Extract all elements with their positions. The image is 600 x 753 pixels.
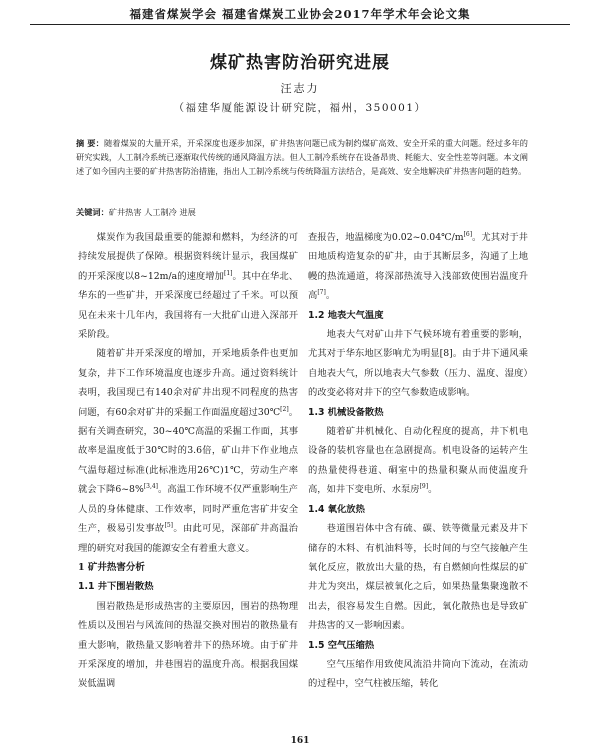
paragraph: 煤炭作为我国最重要的能源和燃料，为经济的可持续发展提供了保障。根据资料统计显示，我国煤矿的开采深度以8~12m/a的速度增加[1]。其中在华北、华东的一些矿井，开采深度已经超过了千米。可以预见在未来十几年内，我国将有一大批矿山进入深部开采阶段。 <box>78 232 298 341</box>
paragraph: 随着矿井机械化、自动化程度的提高，井下机电设备的装机容量也在急剧提高。机电设备的运转产生的热量使得巷道、硐室中的热量积聚从而使温度升高，如井下变电所、水泵房[9]。 <box>308 426 528 496</box>
abstract-text: 随着煤炭的大量开采，开采深度也逐步加深，矿井热害问题已成为制约煤矿高效、安全开采的重大问题。经过多年的研究实践，人工制冷系统已逐渐取代传统的通风降温方法。但人工制冷系统存在设备昂贵、耗能大、安全性差等问题。本文阐述了如今国内主要的矿井热害防治措施，指出人工制冷系统与传统降温方法结合，是高效、安全地解决矿井热害问题的趋势。 <box>76 138 528 176</box>
subsection-heading: 1.5 空气压缩热 <box>308 639 375 651</box>
right-column <box>308 228 528 734</box>
paragraph: 围岩散热是形成热害的主要原因，围岩的热物理性质以及围岩与风流间的热湿交换对围岩的散热量有重大影响，散热量又影响着井下的热环境。由于矿井开采深度的增加，井巷围岩的温度升高。根据我国煤炭低温调 <box>78 600 298 690</box>
section-heading: 1 矿井热害分析 <box>78 561 145 573</box>
paper-title: 煤矿热害防治研究进展 <box>210 53 390 73</box>
affiliation: （福建华厦能源设计研究院，福州，350001） <box>173 102 427 114</box>
header-rule <box>30 24 570 25</box>
subsection-heading: 1.4 氧化放热 <box>308 503 365 515</box>
paragraph: 空气压缩作用致使风流沿井筒向下流动，在流动的过程中，空气柱被压缩，转化 <box>308 658 528 690</box>
left-column <box>78 228 298 734</box>
abstract-label: 摘 要： <box>76 138 104 148</box>
keywords-label: 关键词： <box>76 207 109 217</box>
paragraph: 查报告，地温梯度为0.02~0.04℃/m[6]。尤其对于井田地质构造复杂的矿井，由于其断层多，沟通了上地幔的热流通道，将深部热流导入浅部致使围岩温度升高[7]。 <box>308 230 528 302</box>
keywords <box>76 205 528 219</box>
subsection-heading: 1.3 机械设备散热 <box>308 406 384 418</box>
paragraph: 地表大气对矿山井下气候环境有着重要的影响，尤其对于华东地区影响尤为明显[8]。由于井下通风乘自地表大气，所以地表大气参数（压力、温度、湿度）的改变必将对井下的空气参数造成影响。 <box>308 329 528 399</box>
keywords-text: 矿井热害 人工制冷 进展 <box>108 207 196 217</box>
subsection-heading: 1.1 井下围岩散热 <box>78 581 154 593</box>
subsection-heading: 1.2 地表大气温度 <box>308 309 384 321</box>
page-number: 161 <box>290 736 310 746</box>
paragraph: 巷道围岩体中含有硫、碳、铁等微量元素及井下储存的木料、有机油料等，长时间的与空气接触产生氧化反应，散放出大量的热，有自燃倾向性煤层的矿井尤为突出，煤层被氧化之后，如果热量集聚逸散不出去，很容易发生自燃。因此，氧化散热也是导致矿井热害的又一影响因素。 <box>308 523 528 632</box>
author: 汪志力 <box>280 82 320 95</box>
abstract <box>76 136 528 178</box>
paragraph: 随着矿井开采深度的增加，开采地质条件也更加复杂，井下工作环境温度也逐步升高。通过资料统计表明，我国现已有140余对矿井出现不同程度的热害问题，有60余对矿井的采掘工作面温度超过30℃[2]。据有关调查研究，30~40℃高温的采掘工作面，其事故率是温度低于30℃时的3.6倍，矿山井下作业地点气温每超过标准(此标准选用26℃)1℃，劳动生产率就会下降6~8%[3,4]。高温工作环境不仅严重影响生产人员的身体健康、工作效率，同时严重危害矿井安全生产，极易引发事故[5]。由此可见，深部矿井高温治理的研究对我国的能源安全有着重大意义。 <box>78 348 298 554</box>
running-header: 福建省煤炭学会 福建省煤炭工业协会2017年学术年会论文集 <box>129 7 471 21</box>
